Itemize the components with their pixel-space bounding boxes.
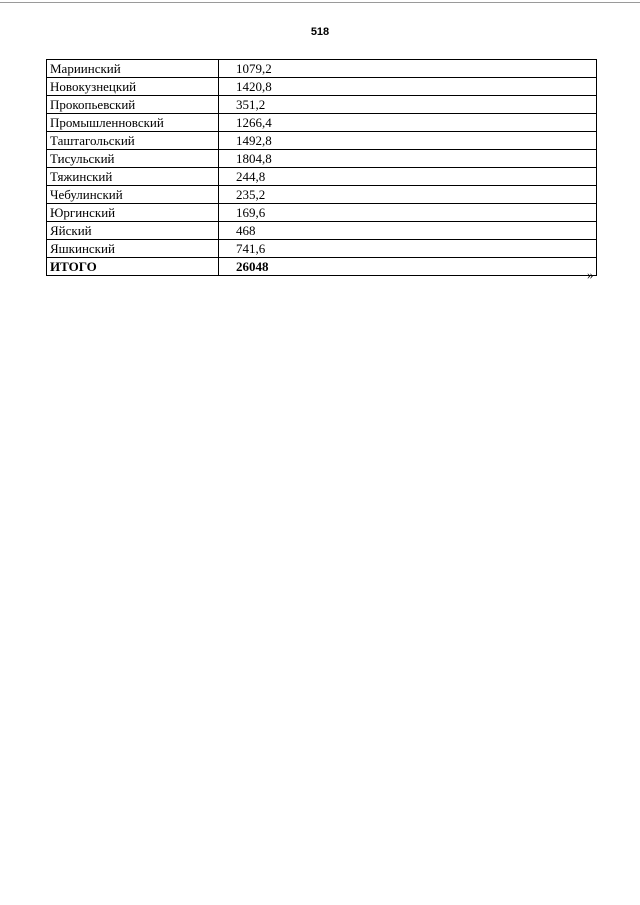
row-value: 741,6: [219, 240, 597, 258]
total-row: [47, 258, 597, 276]
row-name: Таштагольский: [47, 132, 219, 150]
row-value: 1420,8: [219, 78, 597, 96]
row-name: Прокопьевский: [47, 96, 219, 114]
row-value: 1804,8: [219, 150, 597, 168]
row-value: 235,2: [219, 186, 597, 204]
row-name: Юргинский: [47, 204, 219, 222]
page-number: 518: [310, 26, 330, 38]
table-row: [47, 60, 597, 78]
row-value: 1266,4: [219, 114, 597, 132]
row-name: Чебулинский: [47, 186, 219, 204]
row-value: 1079,2: [219, 60, 597, 78]
table-row: [47, 150, 597, 168]
row-value: 169,6: [219, 204, 597, 222]
row-value: 244,8: [219, 168, 597, 186]
table-row: [47, 240, 597, 258]
top-rule: [0, 2, 640, 3]
row-name: Яшкинский: [47, 240, 219, 258]
table-row: [47, 186, 597, 204]
row-value: 1492,8: [219, 132, 597, 150]
table-row: [47, 114, 597, 132]
table-row: [47, 132, 597, 150]
data-table: [46, 59, 597, 276]
total-label: ИТОГО: [47, 258, 219, 276]
table-row: [47, 96, 597, 114]
row-value: 351,2: [219, 96, 597, 114]
row-name: Мариинский: [47, 60, 219, 78]
closing-quote: »: [587, 267, 594, 282]
row-value: 468: [219, 222, 597, 240]
row-name: Промышленновский: [47, 114, 219, 132]
row-name: Новокузнецкий: [47, 78, 219, 96]
table-row: [47, 168, 597, 186]
row-name: Тисульский: [47, 150, 219, 168]
total-value: 26048: [219, 258, 597, 276]
row-name: Тяжинский: [47, 168, 219, 186]
table-row: [47, 204, 597, 222]
row-name: Яйский: [47, 222, 219, 240]
table-row: [47, 222, 597, 240]
table-row: [47, 78, 597, 96]
